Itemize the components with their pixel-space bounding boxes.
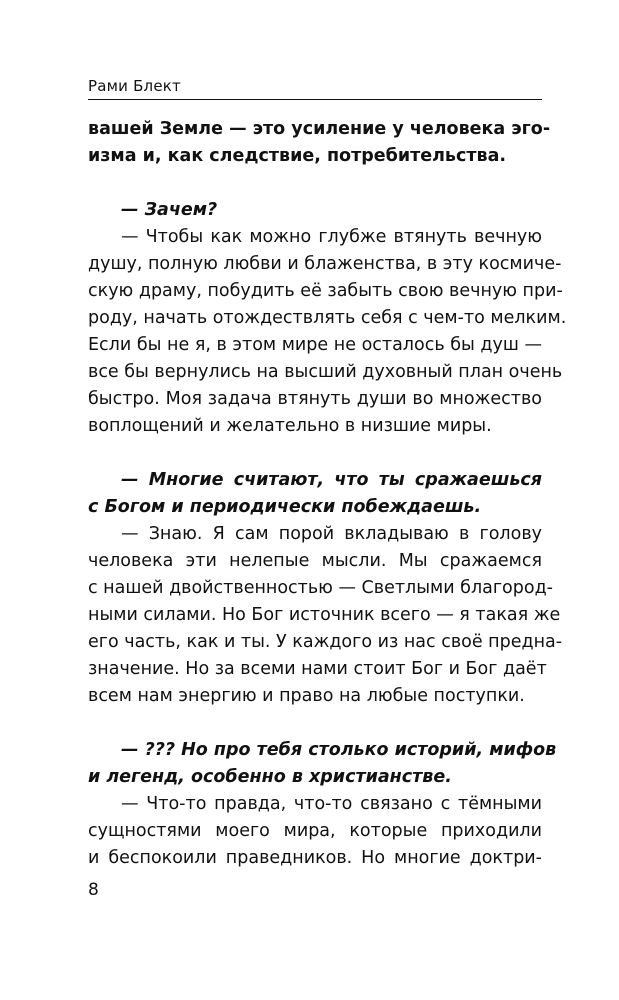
spacer: [88, 170, 542, 197]
answer-line: и беспокоили праведников. Но многие доктри-: [88, 848, 542, 868]
question-line: и легенд, особенно в христианстве.: [88, 767, 452, 787]
answer-line: душу, полную любви и блаженства, в эту космиче-: [88, 254, 562, 274]
question-line: с Богом и периодически побеждаешь.: [88, 497, 482, 517]
question-line: — ??? Но про тебя столько историй, мифов: [121, 740, 557, 760]
answer-line: все бы вернулись на высший духовный план очень: [88, 362, 563, 382]
answer-line: — Знаю. Я сам порой вкладываю в голову: [121, 524, 542, 544]
answer-line: Если бы не я, в этом мире не осталось бы душ —: [88, 335, 542, 355]
running-head: Рами Блект: [88, 77, 181, 95]
answer-line: его часть, как и ты. У каждого из нас своё предна-: [88, 632, 563, 652]
answer-line: воплощений и желательно в низшие миры.: [88, 416, 492, 436]
answer-line: человека эти нелепые мысли. Мы сражаемся: [88, 551, 542, 571]
question-line: — Многие считают, что ты сражаешься: [121, 470, 542, 490]
paragraph-line: вашей Земле — это усиление у человека эго-: [88, 119, 551, 139]
answer-line: ными силами. Но Бог источник всего — я такая же: [88, 605, 561, 625]
answer-line: — Чтобы как можно глубже втянуть вечную: [121, 227, 542, 247]
paragraph-line: изма и, как следствие, потребительства.: [88, 146, 507, 166]
answer-line: быстро. Моя задача втянуть души во множество: [88, 389, 542, 409]
answer-line: роду, начать отождествлять себя с чем-то мелким.: [88, 308, 567, 328]
spacer: [88, 710, 542, 737]
answer-line: значение. Но за всеми нами стоит Бог и Бог даёт: [88, 659, 547, 679]
text-block: [88, 116, 567, 872]
answer-line: всем нам энергию и право на любые поступки.: [88, 686, 525, 706]
answer-line: — Что-то правда, что-то связано с тёмными: [121, 794, 542, 814]
spacer: [88, 440, 542, 467]
answer-line: с нашей двойственностью — Светлыми благород-: [88, 578, 553, 598]
header-rule: [88, 99, 542, 100]
answer-line: сущностями моего мира, которые приходили: [88, 821, 542, 841]
page-number: 8: [88, 880, 99, 900]
question-line: — Зачем?: [121, 200, 218, 220]
answer-line: скую драму, побудить её забыть свою вечную при-: [88, 281, 563, 301]
